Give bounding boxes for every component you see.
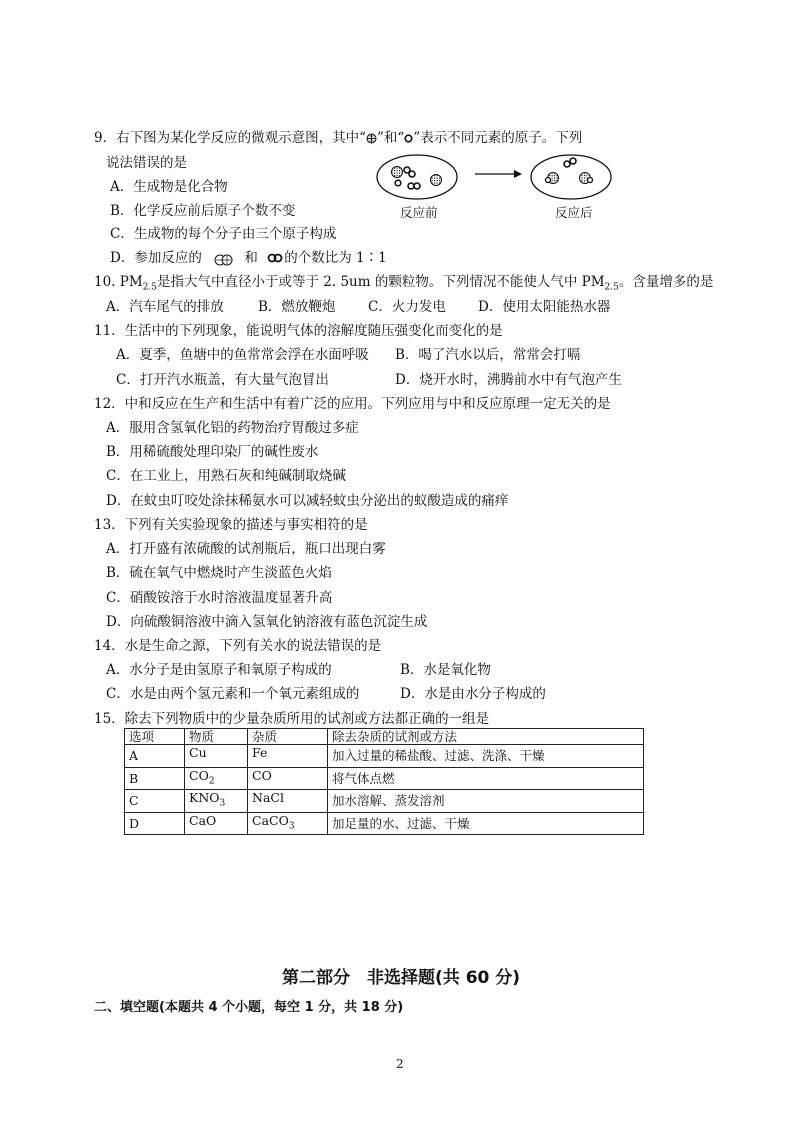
q14-option-d: D．水是由水分子构成的	[400, 686, 546, 702]
q12-option-a: A．服用含氢氧化铝的药物治疗胃酸过多症	[106, 420, 359, 436]
before-hatched-atom-1	[392, 167, 403, 178]
table-header-row	[125, 729, 644, 745]
cell-impurity: CO	[248, 767, 328, 790]
cell-impurity: CaCO$_3$	[248, 812, 328, 835]
table-row	[125, 745, 644, 768]
impurity-table	[124, 728, 644, 835]
header-impurity: 杂质	[248, 729, 328, 745]
hatched-atom-icon	[366, 133, 377, 144]
q12-option-c: C．在工业上，用熟石灰和纯碱制取烧碱	[106, 468, 346, 484]
before-hollow-molecule-2	[408, 183, 420, 189]
after-hollow-molecule	[564, 158, 576, 167]
q10-option-a: A．汽车尾气的排放	[106, 299, 224, 315]
q13-option-c: C．硝酸铵溶于水时溶液温度显著升高	[106, 590, 333, 606]
hollow-molecule-icon	[266, 253, 284, 265]
hatched-molecule-icon	[212, 252, 236, 266]
q14-stem: 14．水是生命之源，下列有关水的说法错误的是	[94, 638, 382, 654]
cell-option: B	[125, 767, 185, 790]
q13-stem: 13．下列有关实验现象的描述与事实相符的是	[94, 517, 368, 533]
q14-option-a: A．水分子是由氢原子和氧原子构成的	[106, 662, 332, 678]
q11-stem: 11．生活中的下列现象，能说明气体的溶解度随压强变化而变化的是	[94, 323, 503, 339]
before-hollow-atom	[395, 180, 401, 186]
cell-substance: Cu	[185, 745, 248, 768]
cell-method: 将气体点燃	[328, 767, 644, 790]
header-substance: 物质	[185, 729, 248, 745]
q10-option-c: C．火力发电	[368, 299, 446, 315]
cell-impurity: NaCl	[248, 790, 328, 813]
before-ellipse	[377, 155, 457, 199]
q11-option-a: A．夏季，鱼塘中的鱼常常会浮在水面呼吸	[116, 347, 369, 363]
after-label: 反应后	[555, 205, 593, 220]
q9-stem: 9．右下图为某化学反应的微观示意图，其中“ ”和“ ”表示不同元素的原子。下列	[94, 130, 583, 146]
table-row	[125, 767, 644, 790]
cell-substance: $CO_2$	[185, 767, 248, 790]
q13-option-a: A．打开盛有浓硫酸的试剂瓶后，瓶口出现白雾	[106, 541, 386, 557]
cell-substance: CaO	[185, 812, 248, 835]
after-product-molecule-2	[580, 173, 593, 184]
before-hatched-atom-2	[431, 175, 442, 186]
q14-option-b: B．水是氧化物	[400, 662, 491, 678]
reaction-arrow-head	[514, 170, 522, 178]
table-row	[125, 812, 644, 835]
cell-option: A	[125, 745, 185, 768]
q14-option-c: C．水是由两个氢元素和一个氧元素组成的	[106, 686, 360, 702]
q15-stem: 15．除去下列物质中的少量杂质所用的试剂或方法都正确的一组是	[94, 711, 490, 727]
part2-title: 第二部分 非选择题(共 60 分)	[282, 968, 521, 988]
part2-subtitle: 二、填空题(本题共 4 个小题，每空 1 分，共 18 分)	[94, 1000, 404, 1015]
q10-option-b: B．燃放鞭炮	[258, 299, 336, 315]
after-ellipse	[531, 155, 611, 199]
cell-method: 加入过量的稀盐酸、过滤、洗涤、干燥	[328, 745, 644, 768]
hollow-atom-icon	[404, 134, 413, 143]
header-option: 选项	[125, 729, 185, 745]
cell-option: C	[125, 790, 185, 813]
table-row	[125, 790, 644, 813]
before-label: 反应前	[400, 205, 438, 220]
q11-option-c: C．打开汽水瓶盖，有大量气泡冒出	[116, 372, 329, 388]
cell-method: 加水溶解、蒸发溶剂	[328, 790, 644, 813]
cell-impurity: Fe	[248, 745, 328, 768]
q9-option-d: D．参加反应的 和 的个数比为 1∶1	[110, 250, 387, 266]
q9-option-b: B．化学反应前后原子个数不变	[110, 203, 296, 219]
q9-option-a: A．生成物是化合物	[110, 179, 228, 195]
q10-stem: 10. $PM_{2.5}$是指大气中直径小于或等于 2. 5um 的颗粒物。下列情况不能使人气中 $PM_{2.5}$。含量增多的是	[94, 274, 714, 293]
cell-substance: $KNO_3$	[185, 790, 248, 813]
q11-option-d: D．烧开水时，沸腾前水中有气泡产生	[395, 372, 622, 388]
q10-option-d: D．使用太阳能热水器	[478, 299, 611, 315]
cell-method: 加足量的水、过滤、干燥	[328, 812, 644, 835]
header-method: 除去杂质的试剂或方法	[328, 729, 644, 745]
q9-option-c: C．生成物的每个分子由三个原子构成	[110, 226, 337, 242]
q13-option-d: D．向硫酸铜溶液中滴入氢氧化钠溶液有蓝色沉淀生成	[106, 614, 428, 630]
q12-stem: 12．中和反应在生产和生活中有着广泛的应用。下列应用与中和反应原理一定无关的是	[94, 396, 611, 412]
after-product-molecule-1	[546, 173, 559, 184]
q12-option-d: D．在蚊虫叮咬处涂抹稀氨水可以减轻蚊虫分泌出的蚁酸造成的痛痒	[106, 493, 509, 509]
before-hollow-molecule-1	[404, 167, 415, 177]
cell-option: D	[125, 812, 185, 835]
page-number: 2	[396, 1057, 404, 1071]
q12-option-b: B．用稀硫酸处理印染厂的碱性废水	[106, 444, 319, 460]
q13-option-b: B．硫在氧气中燃烧时产生淡蓝色火焰	[106, 565, 332, 581]
q9-stem-line2: 说法错误的是	[106, 155, 187, 171]
q11-option-b: B．喝了汽水以后，常常会打嗝	[395, 347, 581, 363]
